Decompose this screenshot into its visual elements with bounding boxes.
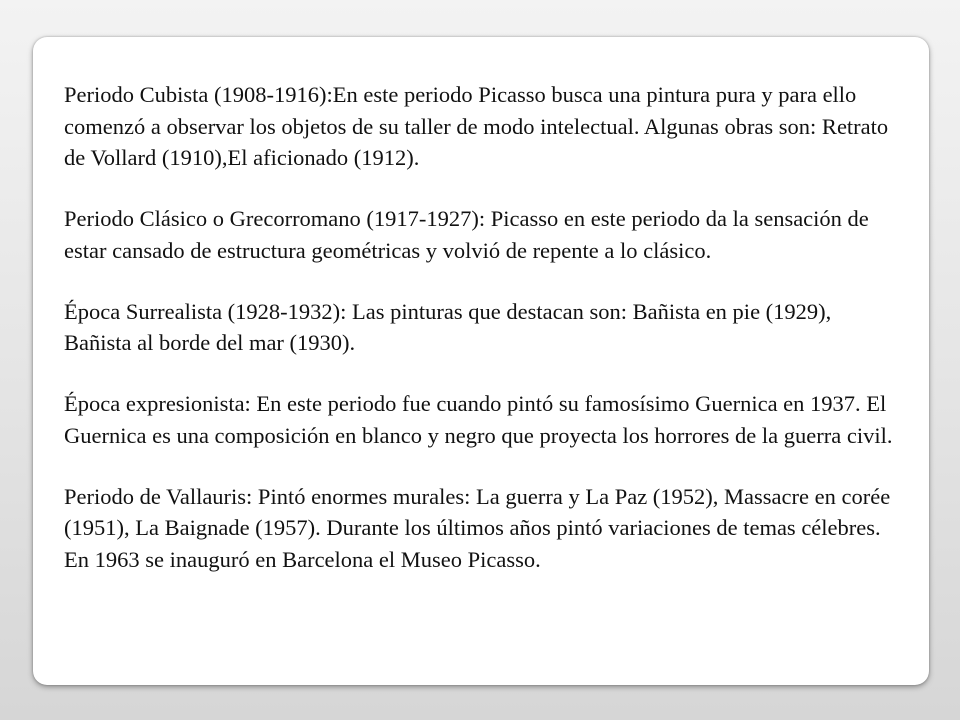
paragraph-periodo-vallauris: Periodo de Vallauris: Pintó enormes murales: La guerra y La Paz (1952), Massacre en corée (1951), La Baignade (1957). Durante los últimos años pintó variaciones de temas célebres. En 1963 se inauguró en Barcelona el Museo Picasso. xyxy=(64,483,891,572)
paragraph-periodo-clasico: Periodo Clásico o Grecorromano (1917-1927): Picasso en este periodo da la sensación de estar cansado de estructura geométricas y volvió de repente a lo clásico. xyxy=(64,206,869,263)
paragraph-epoca-expresionista: Época expresionista: En este periodo fue cuando pintó su famosísimo Guernica en 1937. El Guernica es una composición en blanco y negro que proyecta los horrores de la guerra civil. xyxy=(64,391,893,448)
paragraph-epoca-surrealista: Época Surrealista (1928-1932): Las pinturas que destacan son: Bañista en pie (1929), Bañista al borde del mar (1930). xyxy=(64,298,832,355)
slide-card xyxy=(33,37,929,685)
paragraph-periodo-cubista: Periodo Cubista (1908-1916):En este periodo Picasso busca una pintura pura y para ello comenzó a observar los objetos de su taller de modo intelectual. Algunas obras son: Retrato de Vollard (1910),El aficionado (1912). xyxy=(64,82,889,170)
slide-body-text xyxy=(64,79,902,575)
